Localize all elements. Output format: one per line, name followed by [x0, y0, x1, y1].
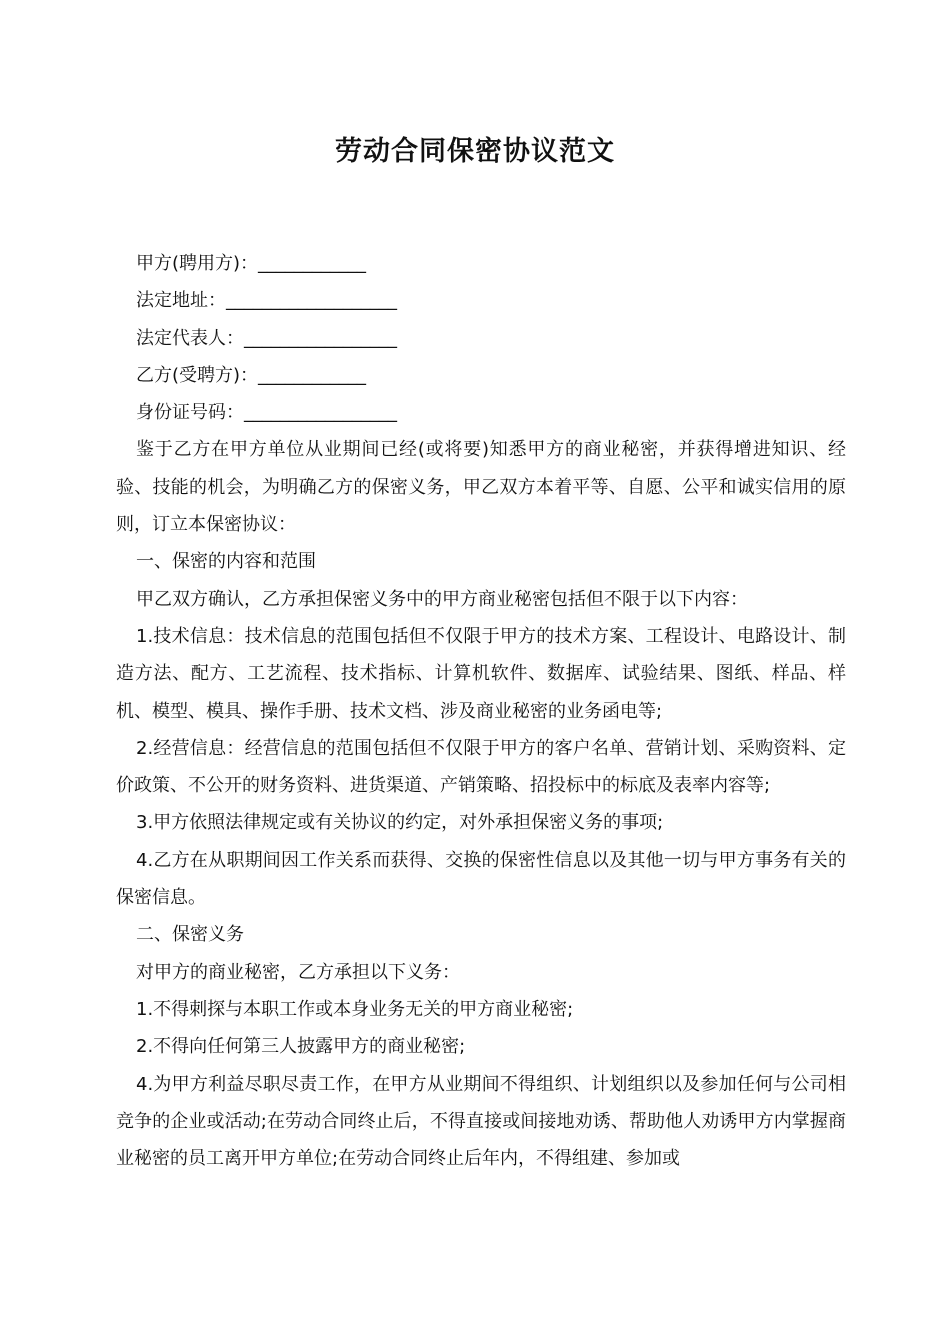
list-item-obligation-2: 2.不得向任何第三人披露甲方的商业秘密; — [136, 1036, 466, 1058]
body-paragraph: 对甲方的商业秘密，乙方承担以下义务： — [136, 961, 460, 983]
list-item-other-info: 4.乙方在从职期间因工作关系而获得、交换的保密性信息以及其他一切与甲方事务有关的保密信息。 — [116, 849, 846, 909]
section-heading-2: 二、保密义务 — [136, 924, 244, 946]
body-paragraph: 甲乙双方确认，乙方承担保密义务中的甲方商业秘密包括但不限于以下内容： — [136, 588, 748, 610]
preamble-paragraph: 鉴于乙方在甲方单位从业期间已经(或将要)知悉甲方的商业秘密，并获得增进知识、经验、技能的机会，为明确乙方的保密义务，甲乙双方本着平等、自愿、公平和诚实信用的原则，订立本保密协议： — [116, 439, 846, 536]
party-b-line: 乙方(受聘方)：____________ — [136, 364, 367, 386]
list-item-technical-info: 1.技术信息：技术信息的范围包括但不仅限于甲方的技术方案、工程设计、电路设计、制造方法、配方、工艺流程、技术指标、计算机软件、数据库、试验结果、图纸、样品、样机、模型、模具、操作手册、技术文档、涉及商业秘密的业务函电等; — [116, 625, 846, 722]
id-number-line: 身份证号码：_________________ — [136, 402, 397, 424]
party-a-line: 甲方(聘用方)：____________ — [136, 253, 367, 274]
list-item-legal-obligation: 3.甲方依照法律规定或有关协议的约定，对外承担保密义务的事项; — [136, 812, 664, 834]
list-item-obligation-1: 1.不得刺探与本职工作或本身业务无关的甲方商业秘密; — [136, 998, 574, 1020]
list-item-business-info: 2.经营信息：经营信息的范围包括但不仅限于甲方的客户名单、营销计划、采购资料、定价政策、不公开的财务资料、进货渠道、产销策略、招投标中的标底及表率内容等; — [116, 737, 846, 797]
document-title: 劳动合同保密协议范文 — [335, 136, 615, 167]
legal-representative-line: 法定代表人：_________________ — [136, 327, 397, 349]
legal-address-line: 法定地址：___________________ — [136, 290, 397, 312]
list-item-obligation-4: 4.为甲方利益尽职尽责工作，在甲方从业期间不得组织、计划组织以及参加任何与公司相竞争的企业或活动;在劳动合同终止后，不得直接或间接地劝诱、帮助他人劝诱甲方内掌握商业秘密的员工离开甲方单位;在劳动合同终止后年内，不得组建、参加或 — [116, 1073, 846, 1170]
section-heading-1: 一、保密的内容和范围 — [136, 551, 316, 573]
document-body — [116, 245, 846, 1177]
